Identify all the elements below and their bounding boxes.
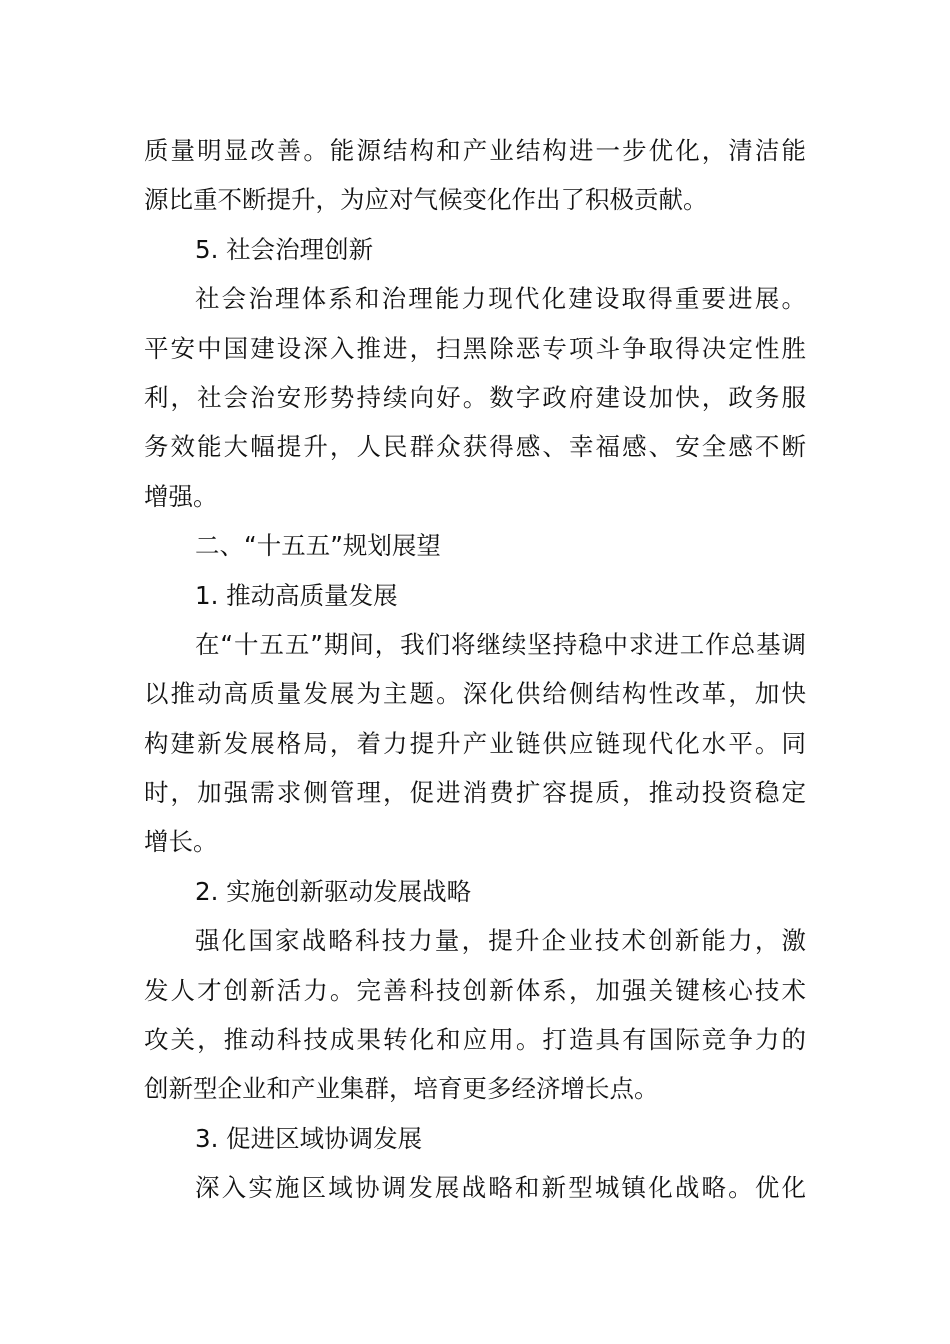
paragraph-line: 在“十五五”期间，我们将继续坚持稳中求进工作总基调 (195, 629, 806, 659)
chapter-heading: 二、“十五五”规划展望 (195, 531, 441, 561)
paragraph-line: 发人才创新活力。完善科技创新体系，加强关键核心技术 (144, 975, 806, 1005)
paragraph-line: 深入实施区域协调发展战略和新型城镇化战略。优化 (195, 1173, 806, 1203)
paragraph-line: 构建新发展格局，着力提升产业链供应链现代化水平。同 (144, 728, 806, 758)
paragraph-line: 时，加强需求侧管理，促进消费扩容提质，推动投资稳定 (144, 778, 806, 808)
section-heading: 2. 实施创新驱动发展战略 (195, 876, 472, 906)
paragraph-line: 质量明显改善。能源结构和产业结构进一步优化，清洁能 (144, 136, 806, 165)
paragraph-line: 源比重不断提升，为应对气候变化作出了积极贡献。 (144, 185, 708, 215)
paragraph-line: 平安中国建设深入推进，扫黑除恶专项斗争取得决定性胜 (144, 333, 806, 363)
section-heading: 5. 社会治理创新 (195, 234, 374, 264)
paragraph-line: 创新型企业和产业集群，培育更多经济增长点。 (144, 1074, 659, 1104)
paragraph-line: 增长。 (144, 827, 218, 857)
paragraph-line: 务效能大幅提升，人民群众获得感、幸福感、安全感不断 (144, 432, 806, 462)
paragraph-line: 攻关，推动科技成果转化和应用。打造具有国际竞争力的 (144, 1025, 806, 1055)
paragraph-line: 以推动高质量发展为主题。深化供给侧结构性改革，加快 (144, 679, 806, 709)
document-body (144, 126, 806, 1213)
section-heading: 1. 推动高质量发展 (195, 580, 398, 610)
paragraph-line: 增强。 (144, 481, 218, 511)
paragraph-line: 社会治理体系和治理能力现代化建设取得重要进展。 (195, 284, 806, 314)
paragraph-line: 利，社会治安形势持续向好。数字政府建设加快，政务服 (144, 382, 806, 412)
section-heading: 3. 促进区域协调发展 (195, 1123, 423, 1153)
paragraph-line: 强化国家战略科技力量，提升企业技术创新能力，激 (195, 926, 806, 956)
